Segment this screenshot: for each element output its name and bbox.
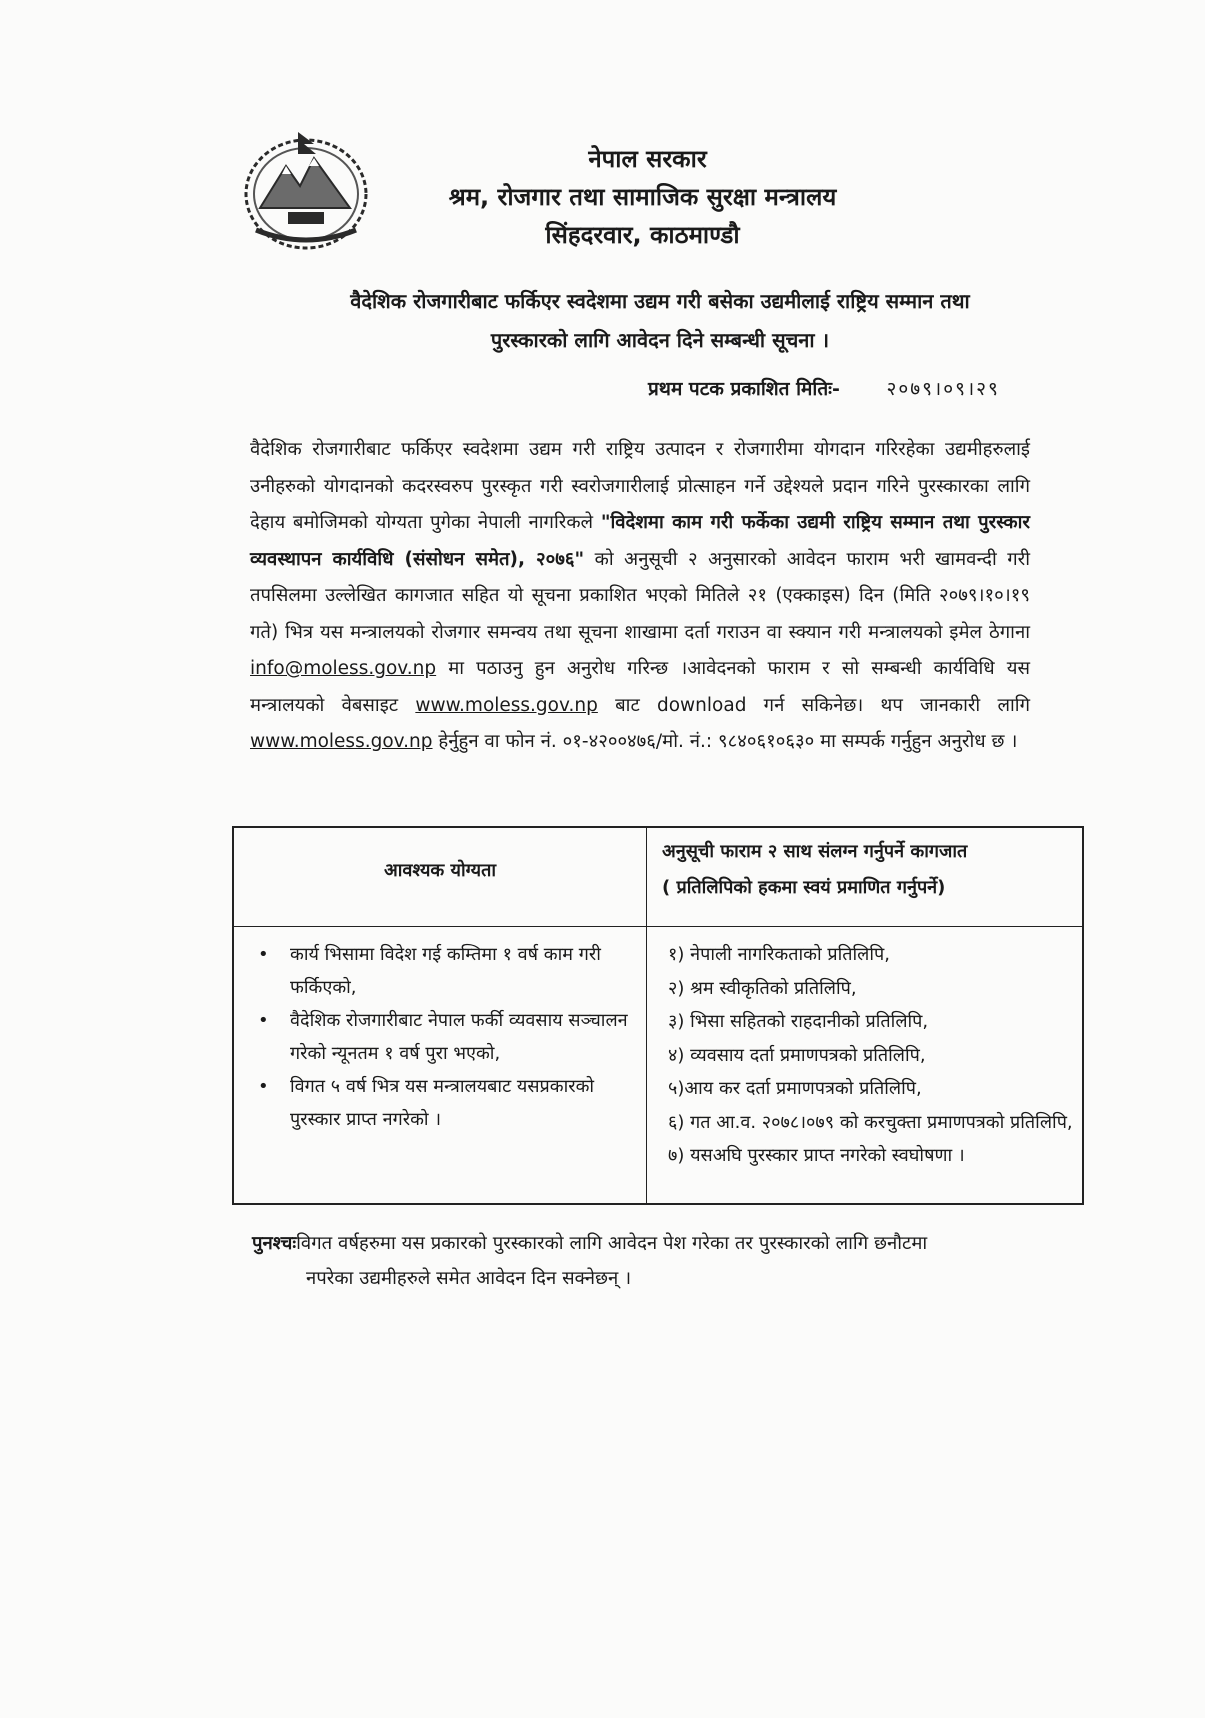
list-item: ४) व्यवसाय दर्ता प्रमाणपत्रको प्रतिलिपि, [668, 1044, 926, 1066]
list-item: ५)आय कर दर्ता प्रमाणपत्रको प्रतिलिपि, [668, 1078, 922, 1099]
qualification-header: आवश्यक योग्यता [383, 860, 497, 881]
body-text-4: बाट download गर्न सकिनेछ। थप जानकारी लागि [597, 694, 1030, 716]
postscript-line-1: विगत वर्षहरुमा यस प्रकारको पुरस्कारको लागि आवेदन पेश गरेका तर पुरस्कारको लागि छनौटमा [296, 1233, 928, 1254]
body-text-2: को अनुसूची २ अनुसारको आवेदन फाराम भरी खामवन्दी गरी तपसिलमा उल्लेखित कागजात सहित यो सूचना प्रकाशित भएको मितिले २१ (एक्काइस) दिन (मिति २०७९।१०।१९ गते) भित्र यस मन्त्रालयको रोजगार समन्वय तथा सूचना शाखामा दर्ता गराउन वा स्क्यान गरी मन्त्रालयको इमेल ठेगाना [250, 548, 1030, 643]
subject-line-1: वैदेशिक रोजगारीबाट फर्किएर स्वदेशमा उद्यम गरी बसेका उद्यमीलाई राष्ट्रिय सम्मान तथा [350, 289, 970, 313]
publish-date [648, 375, 1000, 401]
list-item: ६) गत आ.व. २०७८।०७९ को करचुक्ता प्रमाणपत्रको प्रतिलिपि, [668, 1111, 1073, 1133]
subject-line-2: पुरस्कारको लागि आवेदन दिने सम्बन्धी सूचना । [490, 328, 830, 352]
bullet-icon: • [258, 1076, 269, 1097]
procedure-title: "विदेशमा काम गरी फर्केका उद्यमी राष्ट्रिय सम्मान तथा पुरस्कार व्यवस्थापन कार्यविधि (संसोधन समेत), २०७६" [250, 512, 1030, 570]
bullet-icon: • [258, 944, 269, 965]
documents-list [646, 938, 1086, 1173]
postscript-note [252, 1226, 1052, 1296]
ministry-address: सिंहदरवार, काठमाण्डौ [545, 221, 740, 249]
qualification-list [234, 938, 646, 1136]
list-item: • विगत ५ वर्ष भित्र यस मन्त्रालयबाट यसप्रकारको पुरस्कार प्राप्त नगरेको । [252, 1070, 632, 1136]
list-item: १) नेपाली नागरिकताको प्रतिलिपि, [668, 944, 890, 965]
list-item: • वैदेशिक रोजगारीबाट नेपाल फर्की व्यवसाय सञ्चालन गरेको न्यूनतम १ वर्ष पुरा भएको, [252, 1004, 632, 1070]
ministry-name: श्रम, रोजगार तथा सामाजिक सुरक्षा मन्त्रालय [448, 183, 837, 211]
website-link-2[interactable]: www.moless.gov.np [250, 731, 433, 752]
publish-date-label: प्रथम पटक प्रकाशित मितिः- [648, 378, 840, 400]
postscript-line-2: नपरेका उद्यमीहरुले समेत आवेदन दिन सक्नेछन् । [306, 1268, 632, 1289]
government-name: नेपाल सरकार [588, 145, 707, 173]
list-item: ३) भिसा सहितको राहदानीको प्रतिलिपि, [668, 1011, 929, 1032]
list-item: २) श्रम स्वीकृतिको प्रतिलिपि, [668, 977, 857, 999]
bullet-icon: • [258, 1010, 269, 1031]
website-link-1[interactable]: www.moless.gov.np [415, 694, 598, 716]
table-header-divider [234, 926, 1082, 927]
postscript-label: पुनश्चः [252, 1233, 297, 1254]
documents-header [646, 834, 1086, 906]
list-item: • कार्य भिसामा विदेश गई कम्तिमा १ वर्ष काम गरी फर्किएको, [252, 938, 632, 1004]
notice-subject [300, 282, 1020, 360]
publish-date-value: २०७९।०९।२९ [886, 378, 1000, 400]
documents-header-line-2: ( प्रतिलिपिको हकमा स्वयं प्रमाणित गर्नुपर्ने) [662, 877, 946, 898]
notice-body [250, 432, 1030, 761]
body-text-3: मा पठाउनु हुन अनुरोध गरिन्छ ।आवेदनको फाराम र सो सम्बन्धी कार्यविधि यस मन्त्रालयको वेबसाइट [250, 658, 1030, 716]
requirements-table [232, 826, 1084, 1205]
body-text-1: वैदेशिक रोजगारीबाट फर्किएर स्वदेशमा उद्यम गरी राष्ट्रिय उत्पादन र रोजगारीमा योगदान गरिरहेका उद्यमीहरुलाई उनीहरुको योगदानको कदरस्वरुप पुरस्कृत गरी स्वरोजगारीलाई प्रोत्साहन गर्ने उद्देश्यले प्रदान गरिने पुरस्कारका लागि देहाय बमोजिमको योग्यता पुगेका नेपाली नागरिकले [250, 439, 1030, 533]
list-item: ७) यसअघि पुरस्कार प्राप्त नगरेको स्वघोषणा । [668, 1145, 965, 1166]
documents-header-line-1: अनुसूची फाराम २ साथ संलग्न गर्नुपर्ने कागजात [662, 841, 968, 862]
email-link[interactable]: info@moless.gov.np [250, 658, 437, 679]
body-text-5: हेर्नुहुन वा फोन नं. ०१-४२००४७६/मो. नं.: ९८४०६१०६३० मा सम्पर्क गर्नुहुन अनुरोध छ । [432, 731, 1018, 752]
